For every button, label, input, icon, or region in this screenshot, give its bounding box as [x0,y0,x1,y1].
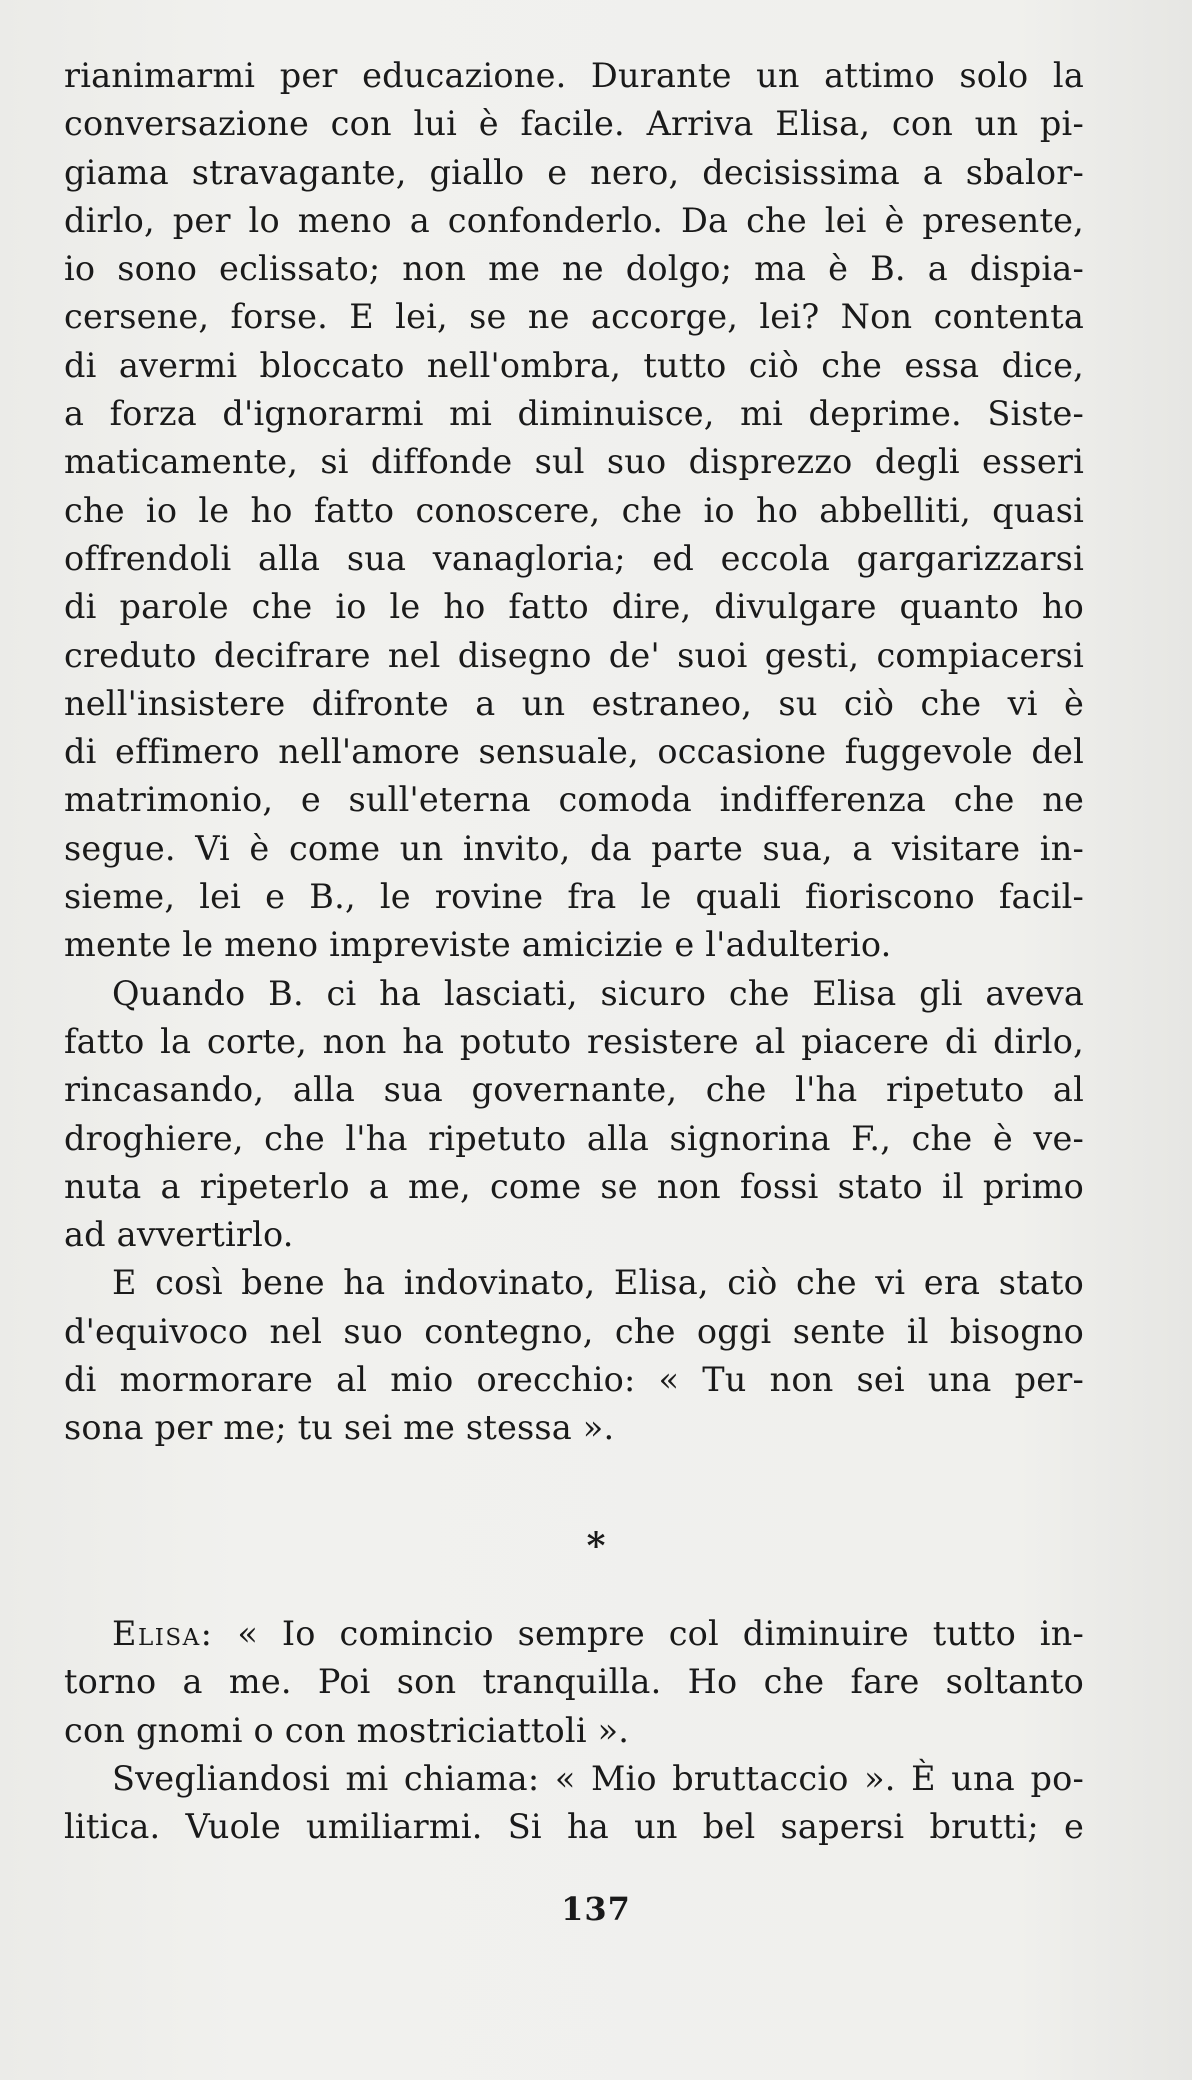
text-line: maticamente, si diffonde sul suo disprezzo degli esseri [64,442,1084,482]
text-line: torno a me. Poi son tranquilla. Ho che fare soltanto [64,1662,1084,1702]
text-line: rianimarmi per educazione. Durante un attimo solo la [64,56,1084,95]
text-line: nell'insistere difronte a un estraneo, su ciò che vi è [64,683,1084,723]
text-line: che io le ho fatto conoscere, che io ho abbelliti, quasi [64,490,1084,530]
text-line: fatto la corte, non ha potuto resistere al piacere di dirlo, [64,1021,1084,1061]
dialogue-text: « Io comincio sempre col diminuire tutto in- [237,1614,1084,1653]
text-line: giama stravagante, giallo e nero, decisissima a sbalor- [64,152,1084,192]
text-line: E così bene ha indovinato, Elisa, ciò che vi era stato [112,1263,1084,1303]
text-line: a forza d'ignorarmi mi diminuisce, mi deprime. Siste- [64,394,1084,434]
text-line: d'equivoco nel suo contegno, che oggi sente il bisogno [64,1311,1084,1351]
text-line: conversazione con lui è facile. Arriva Elisa, con un pi- [64,104,1084,144]
section-separator: * [586,1525,606,1567]
text-line: segue. Vi è come un invito, da parte sua, a visitare in- [64,828,1084,868]
text-line: droghiere, che l'ha ripetuto alla signorina F., che è ve- [64,1118,1084,1158]
text-line: di parole che io le ho fatto dire, divulgare quanto ho [64,587,1084,627]
text-line: di mormorare al mio orecchio: « Tu non sei una per- [64,1360,1084,1400]
text-line: matrimonio, e sull'eterna comoda indifferenza che ne [64,780,1084,820]
text-line: sona per me; tu sei me stessa ». [64,1408,615,1448]
text-line: rincasando, alla sua governante, che l'ha ripetuto al [64,1070,1084,1110]
text-line: di avermi bloccato nell'ombra, tutto ciò che essa dice, [64,345,1084,385]
text-line: mente le meno impreviste amicizie e l'adulterio. [64,925,892,965]
dialogue-line [64,1610,1084,1658]
text-line: ad avvertirlo. [64,1215,294,1255]
main-text-block [64,52,1084,1453]
text-line: di effimero nell'amore sensuale, occasione fuggevole del [64,732,1084,772]
text-line: sieme, lei e B., le rovine fra le quali fioriscono facil- [64,877,1084,917]
text-line: offrendoli alla sua vanagloria; ed eccola gargarizzarsi [64,538,1084,578]
text-line: io sono eclissato; non me ne dolgo; ma è B. a dispia- [64,249,1084,289]
text-line: cersene, forse. E lei, se ne accorge, lei? Non contenta [64,297,1084,337]
text-line: litica. Vuole umiliarmi. Si ha un bel sapersi brutti; e [64,1807,1084,1847]
page-number: 137 [561,1890,631,1928]
second-text-block [64,1610,1084,1851]
text-line: dirlo, per lo meno a confonderlo. Da che lei è presente, [64,200,1084,240]
text-line: creduto decifrare nel disegno de' suoi gesti, compiacersi [64,635,1084,675]
text-line: Svegliandosi mi chiama: « Mio bruttaccio ». È una po- [112,1758,1084,1798]
text-line: Quando B. ci ha lasciati, sicuro che Elisa gli aveva [112,973,1084,1013]
text-line: nuta a ripeterlo a me, come se non fossi stato il primo [64,1166,1084,1206]
text-line: con gnomi o con mostriciattoli ». [64,1710,630,1750]
speaker-name: Elisa: [112,1614,214,1653]
